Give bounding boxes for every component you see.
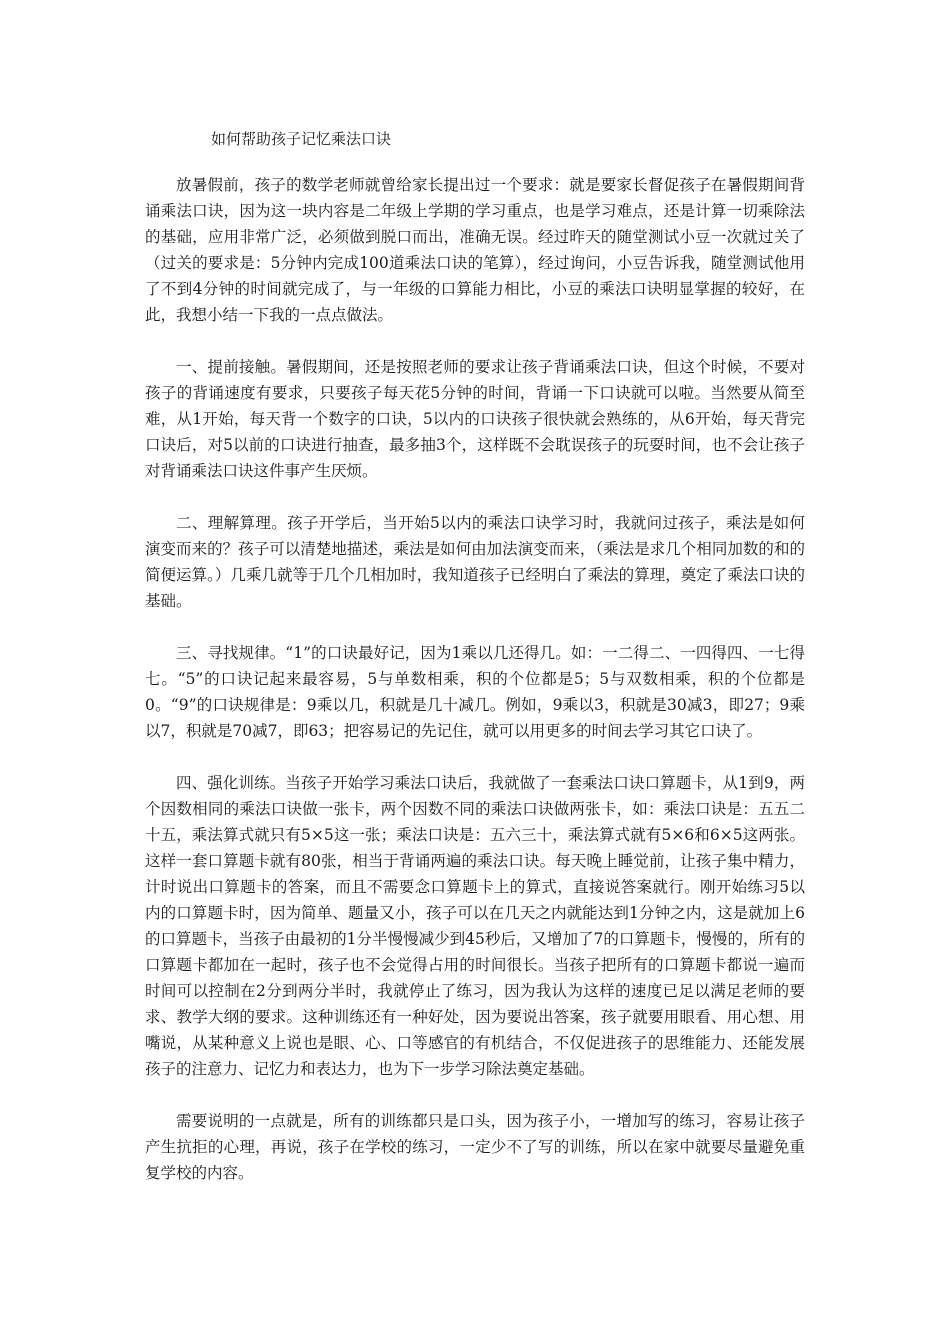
closing-note-paragraph: 需要说明的一点就是，所有的训练都只是口头，因为孩子小，一增加写的练习，容易让孩子产生抗拒的心理，再说，孩子在学校的练习，一定少不了写的训练，所以在家中就要尽量避免重复学校的内容。 <box>145 1112 805 1182</box>
document-body <box>145 172 805 1186</box>
section-training-paragraph: 四、强化训练。当孩子开始学习乘法口诀后，我就做了一套乘法口诀口算题卡，从1到9，两个因数相同的乘法口诀做一张卡，两个因数不同的乘法口诀做两张卡，如：乘法口诀是：五五二十五，乘法算式就只有5×5这一张；乘法口诀是：五六三十，乘法算式就有5×6和6×5这两张。这样一套口算题卡就有80张，相当于背诵两遍的乘法口诀。每天晚上睡觉前，让孩子集中精力，计时说出口算题卡的答案，而且不需要念口算题卡上的算式，直接说答案就行。刚开始练习5以内的口算题卡时，因为简单、题量又小，孩子可以在几天之内就能达到1分钟之内，这是就加上6的口算题卡，当孩子由最初的1分半慢慢减少到45秒后，又增加了7的口算题卡，慢慢的，所有的口算题卡都加在一起时，孩子也不会觉得占用的时间很长。当孩子把所有的口算题卡都说一遍而时间可以控制在2分到两分半时，我就停止了练习，因为我认为这样的速度已足以满足老师的要求、教学大纲的要求。这种训练还有一种好处，因为要说出答案，孩子就要用眼看、用心想、用嘴说，从某种意义上说也是眼、心、口等感官的有机结合，不仅促进孩子的思维能力、还能发展孩子的注意力、记忆力和表达力，也为下一步学习除法奠定基础。 <box>145 774 805 1078</box>
document-title: 如何帮助孩子记忆乘法口诀 <box>211 130 392 148</box>
section-understanding-paragraph: 二、理解算理。孩子开学后，当开始5以内的乘法口诀学习时，我就问过孩子，乘法是如何演变而来的？孩子可以清楚地描述，乘法是如何由加法演变而来，（乘法是求几个相同加数的和的简便运算。）几乘几就等于几个几相加时，我知道孩子已经明白了乘法的算理，奠定了乘法口诀的基础。 <box>145 514 805 610</box>
intro-paragraph: 放暑假前，孩子的数学老师就曾给家长提出过一个要求：就是要家长督促孩子在暑假期间背诵乘法口诀，因为这一块内容是二年级上学期的学习重点，也是学习难点，还是计算一切乘除法的基础，应用非常广泛，必须做到脱口而出，准确无误。经过昨天的随堂测试小豆一次就过关了（过关的要求是：5分钟内完成100道乘法口诀的笔算），经过询问，小豆告诉我，随堂测试他用了不到4分钟的时间就完成了，与一年级的口算能力相比，小豆的乘法口诀明显掌握的较好，在此，我想小结一下我的一点点做法。 <box>145 176 805 324</box>
section-early-contact-paragraph: 一、提前接触。暑假期间，还是按照老师的要求让孩子背诵乘法口诀，但这个时候，不要对孩子的背诵速度有要求，只要孩子每天花5分钟的时间，背诵一下口诀就可以啦。当然要从简至难，从1开始，每天背一个数字的口诀，5以内的口诀孩子很快就会熟练的，从6开始，每天背完口诀后，对5以前的口诀进行抽查，最多抽3个，这样既不会耽误孩子的玩耍时间，也不会让孩子对背诵乘法口诀这件事产生厌烦。 <box>145 358 805 480</box>
section-patterns-paragraph: 三、寻找规律。“1”的口诀最好记，因为1乘以几还得几。如：一二得二、一四得四、一七得七。“5”的口诀记起来最容易，5与单数相乘，积的个位都是5；5与双数相乘，积的个位都是0。“9”的口诀规律是：9乘以几，积就是几十减几。例如，9乘以3，积就是30减3，即27；9乘以7，积就是70减7，即63；把容易记的先记住，就可以用更多的时间去学习其它口诀了。 <box>145 644 805 740</box>
